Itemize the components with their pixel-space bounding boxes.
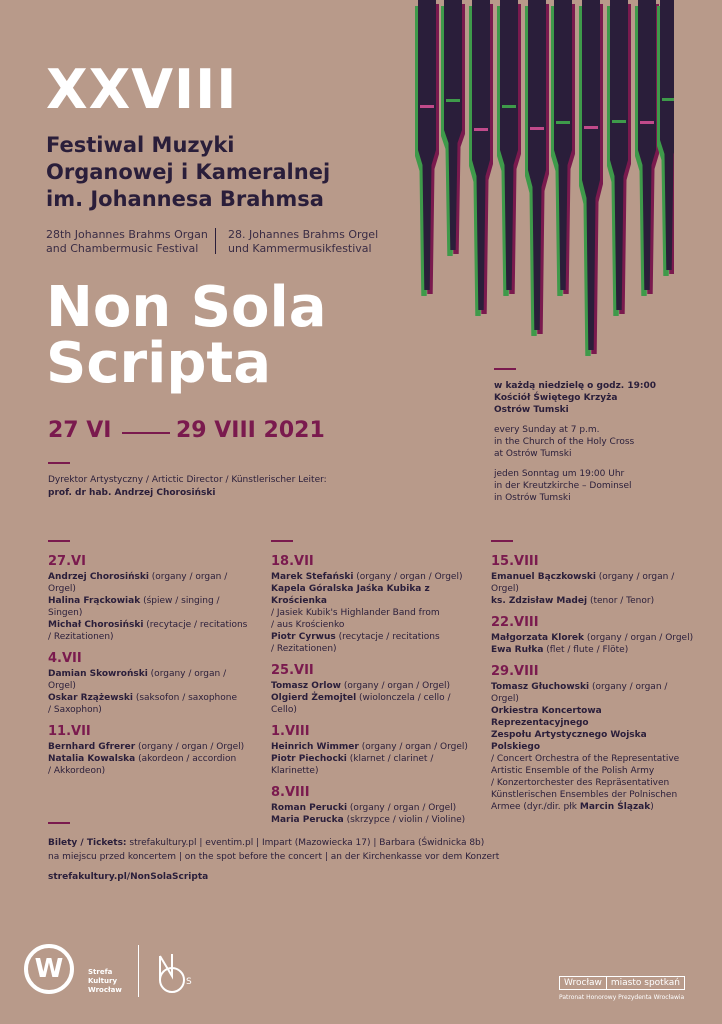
venue-line: Kościół Świętego Krzyża xyxy=(494,393,618,403)
performer-name: Tomasz Orlow xyxy=(271,681,341,691)
performer-role: ) xyxy=(650,802,654,812)
performer-name: Olgierd Żemojtel xyxy=(271,693,357,703)
performer-line xyxy=(491,753,696,765)
concert-date: 15.VIII xyxy=(491,554,539,569)
performer-line xyxy=(271,741,471,753)
performer-role: (wiolonczela / cello / Cello) xyxy=(271,693,451,715)
performer-role: (recytacje / recitations xyxy=(335,632,440,642)
performer-role: (organy / organ / Orgel) xyxy=(358,742,468,752)
concert-entry xyxy=(48,653,248,716)
non-sola-scripta-logo xyxy=(152,950,196,994)
divider-line xyxy=(491,540,513,542)
organ-pipe-mark xyxy=(662,98,674,101)
motto-line: Non Sola xyxy=(46,275,327,340)
date-end: 29 VIII 2021 xyxy=(176,418,325,443)
concert-date: 11.VII xyxy=(48,724,91,739)
performer-role: Artistic Ensemble of the Polish Army xyxy=(491,766,655,776)
logo-divider xyxy=(138,945,139,997)
logo-letter-s: S xyxy=(186,977,192,987)
venue-line: in Ostrów Tumski xyxy=(494,493,571,503)
subtitle-line: und Kammermusikfestival xyxy=(228,242,372,255)
performer-name: Maria Perucka xyxy=(271,815,344,825)
performer-line xyxy=(48,668,248,692)
venue-info xyxy=(494,380,694,512)
performer-line xyxy=(48,753,248,765)
performer-name: Zespołu Artystycznego Wojska Polskiego xyxy=(491,730,647,752)
divider-line xyxy=(271,540,293,542)
performer-name: Michał Chorosiński xyxy=(48,620,144,630)
performer-line xyxy=(48,571,248,595)
venue-line: every Sunday at 7 p.m. xyxy=(494,425,600,435)
organ-pipe-mark xyxy=(502,105,516,108)
schedule-column xyxy=(491,556,696,823)
performer-line xyxy=(271,802,471,814)
organ-pipe-mark xyxy=(530,127,544,130)
performer-line xyxy=(491,705,696,729)
performer-role: (klarnet / clarinet / Klarinette) xyxy=(271,754,434,776)
performer-line xyxy=(491,681,696,705)
performer-name: Oskar Rzążewski xyxy=(48,693,133,703)
wroclaw-slogan: miasto spotkań xyxy=(607,976,685,990)
performer-line xyxy=(271,643,471,655)
divider-line xyxy=(48,462,70,464)
performer-name: Marek Stefański xyxy=(271,572,354,582)
performer-name: Ewa Rułka xyxy=(491,645,544,655)
venue-line: w każdą niedzielę o godz. 19:00 xyxy=(494,381,657,391)
performer-role: / Rezitationen) xyxy=(48,632,114,642)
performer-name: Tomasz Głuchowski xyxy=(491,682,590,692)
performer-role: (saksofon / saxophone xyxy=(132,693,238,703)
venue-line: jeden Sonntag um 19:00 Uhr xyxy=(494,469,625,479)
date-range-dash xyxy=(122,432,170,434)
performer-name: Piotr Cyrwus xyxy=(271,632,336,642)
organ-pipe-mark xyxy=(640,121,654,124)
performer-line xyxy=(491,729,696,753)
performer-name: Kapela Góralska Jaśka Kubika z Krościenka xyxy=(271,584,430,606)
director-label: Dyrektor Artystyczny / Artictic Director / Künstlerischer Leiter: xyxy=(48,475,327,485)
performer-name: Bernhard Gfrerer xyxy=(48,742,136,752)
concert-date: 8.VIII xyxy=(271,785,310,800)
organ-pipe-mark xyxy=(420,105,434,108)
director-name: prof. dr hab. Andrzej Chorosiński xyxy=(48,488,216,498)
concert-entry xyxy=(48,556,248,643)
performer-role: (organy / organ / Orgel) xyxy=(48,669,227,691)
performer-name: ks. Zdzisław Madej xyxy=(491,596,588,606)
performer-name: Piotr Piechocki xyxy=(271,754,347,764)
performer-line xyxy=(48,704,248,716)
concert-date: 4.VII xyxy=(48,651,82,666)
concert-entry xyxy=(271,787,471,826)
logo-text-line: Strefa xyxy=(88,968,113,976)
performer-name: Damian Skowroński xyxy=(48,669,148,679)
tickets-label: Bilety / Tickets: xyxy=(48,838,127,848)
schedule-column xyxy=(48,556,248,787)
organ-pipe-mark xyxy=(584,126,598,129)
performer-name: Małgorzata Klorek xyxy=(491,633,585,643)
organ-pipe-mark xyxy=(474,128,488,131)
subtitle-line: 28. Johannes Brahms Orgel xyxy=(228,228,379,241)
wroclaw-name: Wrocław xyxy=(559,976,607,990)
performer-role: (organy / organ / Orgel) xyxy=(340,681,451,691)
performer-name: Andrzej Chorosiński xyxy=(48,572,149,582)
performer-line xyxy=(271,619,471,631)
artistic-director xyxy=(48,474,327,500)
organ-pipe-mark xyxy=(612,120,626,123)
performer-line xyxy=(491,644,696,656)
venue-line: at Ostrów Tumski xyxy=(494,449,572,459)
strefa-kultury-logo: W xyxy=(24,944,74,994)
venue-line: in the Church of the Holy Cross xyxy=(494,437,635,447)
concert-date: 1.VIII xyxy=(271,724,310,739)
edition-number: XXVIII xyxy=(46,58,238,121)
divider-line xyxy=(48,540,70,542)
concert-entry xyxy=(491,617,696,656)
venue-line: in der Kreutzkirche – Dominsel xyxy=(494,481,632,491)
performer-line xyxy=(48,692,248,704)
performer-line xyxy=(491,765,696,777)
performer-role: Künstlerischen Ensembles der Polnischen xyxy=(491,790,678,800)
concert-date: 18.VII xyxy=(271,554,314,569)
performer-line xyxy=(271,692,471,716)
concert-entry xyxy=(271,556,471,655)
concert-entry xyxy=(491,556,696,607)
performer-line xyxy=(48,741,248,753)
motto-line: Scripta xyxy=(46,331,271,396)
performer-role: (tenor / Tenor) xyxy=(587,596,655,606)
concert-entry xyxy=(491,666,696,813)
performer-line xyxy=(491,777,696,789)
performer-role: / Saxophon) xyxy=(48,705,102,715)
concert-date: 29.VIII xyxy=(491,664,539,679)
concert-date: 27.VI xyxy=(48,554,86,569)
subtitle-line: 28th Johannes Brahms Organ xyxy=(46,228,208,241)
festival-title-line: Organowej i Kameralnej xyxy=(46,160,331,184)
concert-entry xyxy=(48,726,248,777)
logo-text-line: Wrocław xyxy=(88,986,122,994)
performer-role: (organy / organ / Orgel) xyxy=(584,633,694,643)
schedule-column xyxy=(271,556,471,836)
performer-role: / aus Krościenko xyxy=(271,620,345,630)
performer-line xyxy=(491,571,696,595)
performer-role: (organy / organ / Orgel) xyxy=(135,742,245,752)
logo-text-line: Kultury xyxy=(88,977,118,985)
performer-name: Halina Frąckowiak xyxy=(48,596,141,606)
performer-line xyxy=(271,753,471,777)
performer-name: Orkiestra Koncertowa Reprezentacyjnego xyxy=(491,706,602,728)
performer-line xyxy=(491,801,696,813)
performer-role: (recytacje / recitations xyxy=(143,620,248,630)
subtitle-german xyxy=(228,228,398,256)
performer-role: (organy / organ / Orgel) xyxy=(353,572,463,582)
performer-line xyxy=(271,583,471,607)
performer-line xyxy=(271,607,471,619)
subtitle-line: and Chambermusic Festival xyxy=(46,242,199,255)
organ-pipe-shape xyxy=(660,0,674,270)
performer-role: / Concert Orchestra of the Representative xyxy=(491,754,680,764)
subtitle-divider xyxy=(215,228,216,254)
performer-role: Armee (dyr./dir. płk xyxy=(491,802,580,812)
divider-line xyxy=(48,822,70,824)
performer-role: / Akkordeon) xyxy=(48,766,106,776)
performer-line xyxy=(271,680,471,692)
performer-line xyxy=(48,765,248,777)
organ-pipes-graphic xyxy=(414,0,674,360)
strefa-kultury-text xyxy=(88,968,122,995)
concert-entry xyxy=(271,665,471,716)
wroclaw-brand xyxy=(559,976,685,990)
performer-name: Emanuel Bączkowski xyxy=(491,572,596,582)
performer-role: (organy / organ / Orgel) xyxy=(347,803,457,813)
festival-title-line: Festiwal Muzyki xyxy=(46,133,235,157)
tickets-onsite: na miejscu przed koncertem | on the spot before the concert | an der Kirchenkasse vor dem Konzert xyxy=(48,852,500,862)
organ-pipe-mark xyxy=(446,99,460,102)
performer-role: / Jasiek Kubik's Highlander Band from xyxy=(271,608,440,618)
performer-role: / Konzertorchester des Repräsentativen xyxy=(491,778,670,788)
performer-line xyxy=(48,631,248,643)
performer-name: Marcin Ślązak xyxy=(579,802,651,812)
performer-role: (organy / organ / Orgel) xyxy=(491,572,675,594)
performer-role: (skrzypce / violin / Violine) xyxy=(343,815,466,825)
performer-line xyxy=(271,631,471,643)
honorary-patronage: Patronat Honorowy Prezydenta Wrocławia xyxy=(559,994,685,1001)
date-start: 27 VI xyxy=(48,418,112,443)
performer-role: (organy / organ / Orgel) xyxy=(491,682,668,704)
performer-line xyxy=(271,814,471,826)
performer-line xyxy=(491,632,696,644)
festival-title-line: im. Johannesa Brahmsa xyxy=(46,187,324,211)
concert-date: 22.VIII xyxy=(491,615,539,630)
performer-name: Roman Perucki xyxy=(271,803,348,813)
performer-role: (flet / flute / Flöte) xyxy=(543,645,629,655)
performer-role: (śpiew / singing / Singen) xyxy=(48,596,220,618)
tickets-info xyxy=(48,836,528,864)
performer-name: Natalia Kowalska xyxy=(48,754,136,764)
performer-line xyxy=(48,595,248,619)
performer-name: Heinrich Wimmer xyxy=(271,742,359,752)
performer-line xyxy=(48,619,248,631)
festival-title xyxy=(46,132,386,213)
performer-role: (akordeon / accordion xyxy=(135,754,237,764)
venue-line: Ostrów Tumski xyxy=(494,405,569,415)
concert-date: 25.VII xyxy=(271,663,314,678)
performer-role: (organy / organ / Orgel) xyxy=(48,572,228,594)
festival-url[interactable]: strefakultury.pl/NonSolaScripta xyxy=(48,872,209,882)
organ-pipe-mark xyxy=(556,121,570,124)
motto-title xyxy=(46,275,327,396)
performer-role: / Rezitationen) xyxy=(271,644,337,654)
divider-line xyxy=(494,368,516,370)
performer-line xyxy=(491,595,696,607)
performer-line xyxy=(491,789,696,801)
subtitle-english xyxy=(46,228,216,256)
concert-entry xyxy=(271,726,471,777)
tickets-outlets: strefakultury.pl | eventim.pl | Impart (Mazowiecka 17) | Barbara (Świdnicka 8b) xyxy=(126,838,485,848)
performer-line xyxy=(271,571,471,583)
